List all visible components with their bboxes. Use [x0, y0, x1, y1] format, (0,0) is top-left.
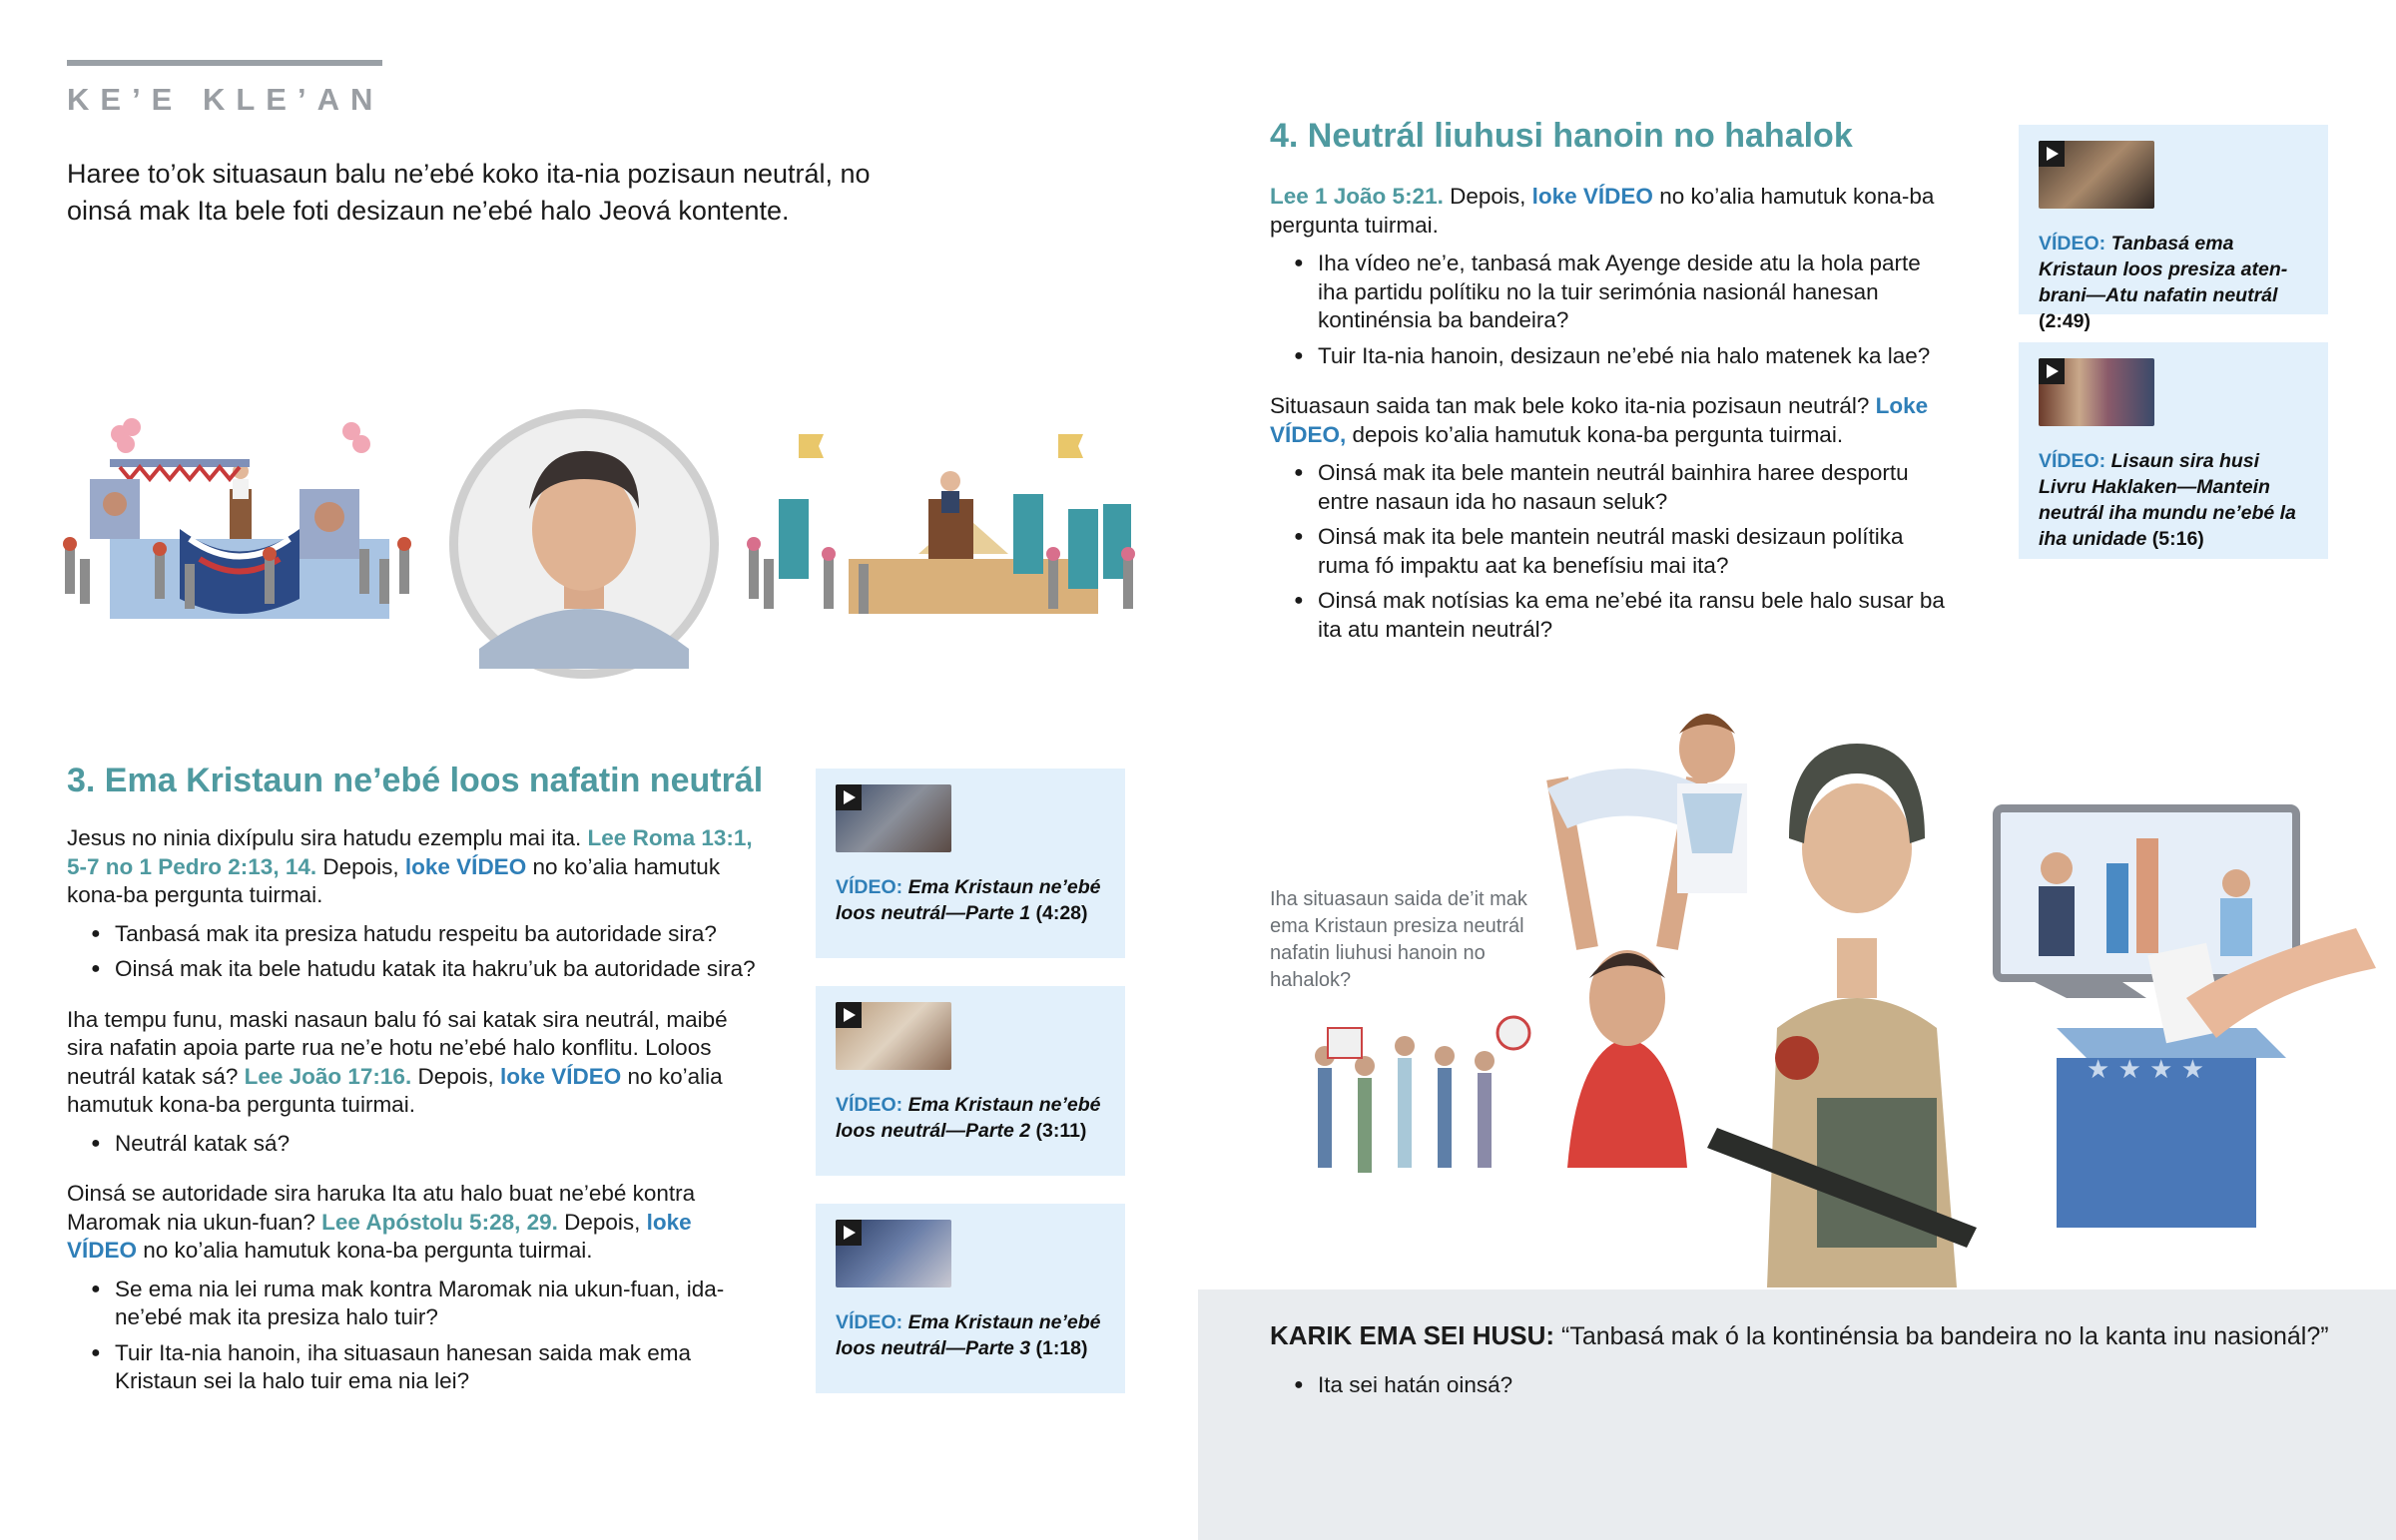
- section3-paragraph-1: Jesus no ninia dixípulu sira hatudu ezemplu mai ita. Lee Roma 13:1, 5-7 no 1 Pedro 2:13, 14. Depois, loke VÍDEO no ko’alia hamutuk kona-ba pergunta tuirmai.: [67, 825, 753, 907]
- list-item: ● Oinsá mak notísias ka ema ne’ebé ita ransu bele halo susar ba ita atu mantein neutrál?: [1270, 587, 1949, 644]
- video-thumbnail[interactable]: [2039, 141, 2154, 209]
- scripture-link-roma[interactable]: Lee Roma 13:1, 5-7 no 1 Pedro 2:13, 14.: [67, 825, 753, 879]
- header-rule: [67, 60, 382, 66]
- video-caption: VÍDEO: Tanbasá ema Kristaun loos presiza aten-brani—Atu nafatin neutrál (2:49): [2039, 233, 2288, 332]
- section4-paragraph-1: Lee 1 João 5:21. Depois, loke VÍDEO no ko’alia hamutuk kona-ba pergunta tuirmai.: [1270, 184, 1935, 238]
- video-thumbnail[interactable]: [836, 784, 951, 852]
- video-link[interactable]: loke VÍDEO: [404, 853, 527, 879]
- intro-text: Haree to’ok situasaun balu ne’ebé koko ita-nia pozisaun neutrál, no oinsá mak Ita bele foti desizaun ne’ebé halo Jeová kontente.: [67, 159, 871, 226]
- play-icon[interactable]: [836, 1002, 862, 1028]
- question-quote: “Tanbasá mak ó la kontinénsia ba bandeira no la kanta inu nasionál?”: [1561, 1322, 2329, 1350]
- question-bullets: [1270, 1371, 2268, 1407]
- eyebrow-title: KE’E KLE’AN: [67, 82, 384, 117]
- list-item: ● Iha vídeo ne’e, tanbasá mak Ayenge deside atu la hola parte iha partidu polítiku no la tuir serimónia nasionál hanesan kontinénsia ba bandeira?: [1270, 250, 1949, 335]
- list-item: ● Tuir Ita-nia hanoin, desizaun ne’ebé nia halo matenek ka lae?: [1270, 342, 1949, 371]
- soldier: [1707, 744, 1977, 1287]
- section4-title: 4. Neutrál liuhusi hanoin no hahalok: [1270, 117, 1853, 155]
- list-item: ● Neutrál katak sá?: [67, 1130, 766, 1159]
- section4-body: [1270, 183, 1949, 651]
- list-item: ● Oinsá mak ita bele mantein neutrál bainhira haree desportu entre nasaun ida ho nasaun seluk?: [1270, 459, 1949, 516]
- list-item: ● Se ema nia lei ruma mak kontra Maromak nia ukun-fuan, ida-ne’ebé mak ita presiza halo tuir?: [67, 1276, 766, 1332]
- video-thumbnail[interactable]: [2039, 358, 2154, 426]
- play-icon[interactable]: [2039, 358, 2065, 384]
- young-man: [1677, 714, 1747, 893]
- section4-bullets-2: [1270, 459, 1949, 644]
- section4-paragraph-2: Situasaun saida tan mak bele koko ita-nia pozisaun neutrál? Loke VÍDEO, depois ko’alia hamutuk kona-ba pergunta tuirmai.: [1270, 393, 1929, 447]
- play-icon[interactable]: [836, 1220, 862, 1246]
- list-item: ● Oinsá mak ita bele hatudu katak ita hakru’uk ba autoridade sira?: [67, 955, 766, 984]
- section3-body: [67, 824, 766, 1403]
- scripture-link-joao[interactable]: Lee João 17:16.: [244, 1063, 412, 1089]
- play-icon[interactable]: [2039, 141, 2065, 167]
- section3-bullets-3: [67, 1276, 766, 1396]
- protest-crowd: [1315, 1017, 1529, 1173]
- video-card-parte-3[interactable]: [816, 1204, 1125, 1393]
- neutrality-situations-illustration: [1298, 699, 2376, 1289]
- scripture-link-1-joao[interactable]: Lee 1 João 5:21.: [1270, 184, 1444, 209]
- list-item: ● Tanbasá mak ita presiza hatudu respeitu ba autoridade sira?: [67, 920, 766, 949]
- section3-paragraph-3: Oinsá se autoridade sira haruka Ita atu halo buat ne’ebé kontra Maromak nia ukun-fuan? Lee Apóstolu 5:28, 29. Depois, loke VÍDEO no ko’alia hamutuk kona-ba pergunta tuirmai.: [67, 1181, 696, 1263]
- list-item: ● Oinsá mak ita bele mantein neutrál maski desizaun polítika ruma fó impaktu aat ka benefísiu mai ita?: [1270, 523, 1949, 580]
- question-label: KARIK EMA SEI HUSU:: [1270, 1320, 1555, 1350]
- video-card-aten-brani[interactable]: [2019, 125, 2328, 332]
- video-card-parte-1[interactable]: [816, 769, 1125, 958]
- video-link[interactable]: loke VÍDEO: [1531, 184, 1653, 209]
- section4-bullets-1: [1270, 250, 1949, 370]
- video-card-livru-haklaken[interactable]: [2019, 342, 2328, 559]
- list-item: ● Tuir Ita-nia hanoin, iha situasaun hanesan saida mak ema Kristaun sei la halo tuir ema nia lei?: [67, 1339, 766, 1396]
- play-icon[interactable]: [836, 784, 862, 810]
- section3-bullets-1: [67, 920, 766, 984]
- video-thumbnail[interactable]: [836, 1220, 951, 1287]
- section3-paragraph-2: Iha tempu funu, maski nasaun balu fó sai katak sira neutrál, maibé sira nafatin apoia parte rua ne’e hotu ne’ebé halo konflitu. Loloos neutrál katak sá? Lee João 17:16. Depois, loke VÍDEO no ko’alia hamutuk kona-ba pergunta tuirmai.: [67, 1006, 728, 1117]
- section3-title: 3. Ema Kristaun ne’ebé loos nafatin neutrál: [67, 762, 764, 799]
- section3-bullets-2: [67, 1130, 766, 1159]
- video-thumbnail[interactable]: [836, 1002, 951, 1070]
- illustration-caption: Iha situasaun saida de’it mak ema Kristaun presiza neutrál nafatin liuhusi hanoin no hahalok?: [1270, 888, 1527, 991]
- video-link[interactable]: loke VÍDEO: [67, 1209, 692, 1263]
- video-caption: VÍDEO: Ema Kristaun ne’ebé loos neutrál—Parte 1 (4:28): [836, 876, 1101, 924]
- question-box: [1198, 1289, 2396, 1540]
- video-caption: VÍDEO: Lisaun sira husi Livru Haklaken—Mantein neutrál iha mundu ne’ebé la iha unidade (5:16): [2039, 450, 2296, 550]
- campaign-illustration: [60, 399, 1158, 689]
- svg-text:★ ★ ★ ★: ★ ★ ★ ★: [2087, 1055, 2205, 1085]
- video-link[interactable]: loke VÍDEO: [500, 1063, 622, 1089]
- question-line: [1270, 1319, 2368, 1353]
- scripture-link-apostolu[interactable]: Lee Apóstolu 5:28, 29.: [321, 1209, 558, 1235]
- video-link[interactable]: Loke VÍDEO,: [1270, 393, 1929, 447]
- video-card-parte-2[interactable]: [816, 986, 1125, 1176]
- video-caption: VÍDEO: Ema Kristaun ne’ebé loos neutrál—Parte 3 (1:18): [836, 1311, 1101, 1359]
- list-item: ● Ita sei hatán oinsá?: [1270, 1371, 2268, 1400]
- video-caption: VÍDEO: Ema Kristaun ne’ebé loos neutrál—Parte 2 (3:11): [836, 1094, 1101, 1142]
